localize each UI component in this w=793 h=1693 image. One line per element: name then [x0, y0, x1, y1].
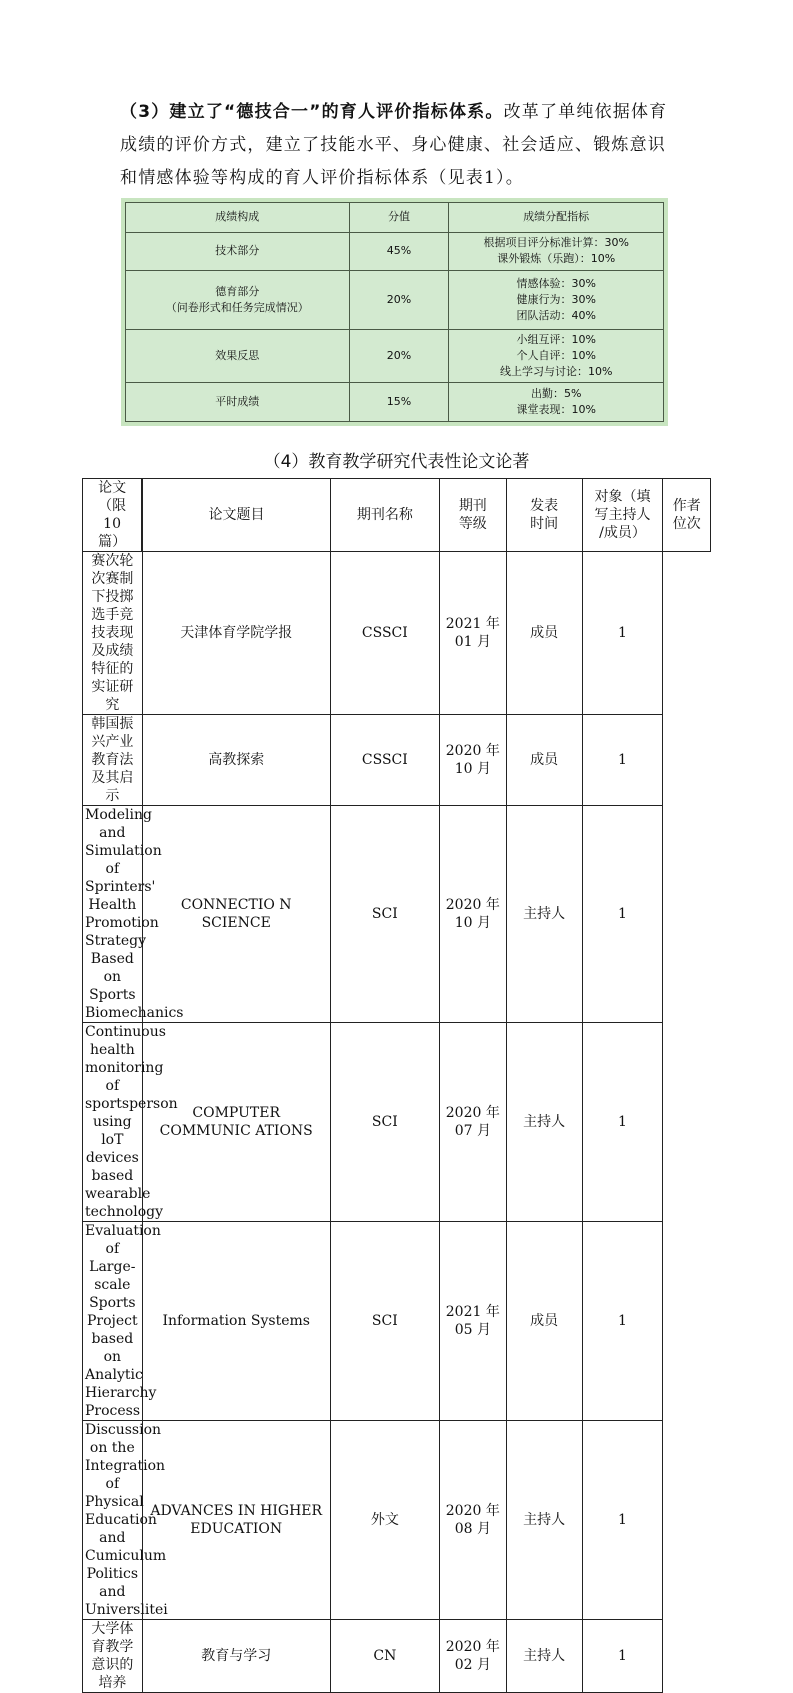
paper-journal: Information Systems: [142, 1222, 330, 1421]
paper-title: Evaluation of Large-scale Sports Project based on Analytic Hierarchy Process: [83, 1222, 143, 1421]
table-row: [83, 1421, 711, 1620]
table-row: [83, 1222, 711, 1421]
score-items: 情感体验：30% 健康行为：30% 团队活动：40%: [449, 271, 664, 330]
score-value: 45%: [349, 232, 449, 271]
table-row: [83, 1620, 711, 1693]
paper-date: 2020 年 07 月: [439, 1023, 506, 1222]
paper-rank: 1: [582, 806, 663, 1023]
score-part: 效果反思: [126, 330, 350, 383]
score-items: 小组互评：10% 个人自评：10% 线上学习与讨论：10%: [449, 330, 664, 383]
paper-title: Continuous health monitoring of sportsperson using loT devices based wearable technology: [83, 1023, 143, 1222]
paper-date: 2020 年 08 月: [439, 1421, 506, 1620]
papers-table-header: [83, 479, 711, 552]
paper-level: SCI: [330, 806, 439, 1023]
paper-date: 2021 年 01 月: [439, 552, 506, 715]
score-header-items: 成绩分配指标: [449, 203, 664, 233]
paper-date: 2021 年 05 月: [439, 1222, 506, 1421]
paper-title: 赛次轮次赛制下投掷选手竞技表现及成绩特征的实证研究: [83, 552, 143, 715]
header-journal: 期刊名称: [330, 479, 439, 552]
score-row: [126, 271, 664, 330]
paper-level: CSSCI: [330, 552, 439, 715]
section3-body: 改革了单纯依据体育成绩的评价方式，建立了技能水平、身心健康、社会适应、锻炼意识和情感体验等构成的育人评价指标体系（见表1）。: [120, 102, 668, 188]
score-row: [126, 383, 664, 422]
table-row: [83, 1023, 711, 1222]
score-header-part: 成绩构成: [126, 203, 350, 233]
paper-rank: 1: [582, 1023, 663, 1222]
header-title: 论文题目: [142, 479, 330, 552]
paper-journal: ADVANCES IN HIGHER EDUCATION: [142, 1421, 330, 1620]
score-row: [126, 330, 664, 383]
paper-date: 2020 年 10 月: [439, 806, 506, 1023]
paper-role: 主持人: [506, 806, 582, 1023]
paper-level: SCI: [330, 1222, 439, 1421]
paper-level: CN: [330, 1620, 439, 1693]
score-part: 平时成绩: [126, 383, 350, 422]
paper-title: Modeling and Simulation of Sprinters' Health Promotion Strategy Based on Sports Biomechanics: [83, 806, 143, 1023]
paper-title: 大学体育教学意识的培养: [83, 1620, 143, 1693]
header-date: 发表 时间: [506, 479, 582, 552]
section3-paragraph: [120, 96, 680, 195]
score-table: [121, 198, 668, 426]
paper-rank: 1: [582, 1222, 663, 1421]
table-row: [83, 552, 711, 715]
paper-rank: 1: [582, 552, 663, 715]
header-role: 对象（填 写主持人 /成员）: [582, 479, 663, 552]
score-table-header: [126, 203, 664, 233]
paper-rank: 1: [582, 1620, 663, 1693]
papers-category: 论文 （限 10 篇）: [83, 479, 143, 552]
paper-level: CSSCI: [330, 715, 439, 806]
paper-role: 主持人: [506, 1421, 582, 1620]
paper-date: 2020 年 02 月: [439, 1620, 506, 1693]
score-header-score: 分值: [349, 203, 449, 233]
score-value: 20%: [349, 271, 449, 330]
paper-date: 2020 年 10 月: [439, 715, 506, 806]
papers-table: [82, 478, 711, 1693]
table-row: [83, 806, 711, 1023]
paper-level: SCI: [330, 1023, 439, 1222]
score-part: 德育部分 （问卷形式和任务完成情况）: [126, 271, 350, 330]
header-level: 期刊 等级: [439, 479, 506, 552]
paper-journal: COMPUTER COMMUNIC ATIONS: [142, 1023, 330, 1222]
score-value: 15%: [349, 383, 449, 422]
paper-role: 主持人: [506, 1023, 582, 1222]
score-items: 出勤：5% 课堂表现：10%: [449, 383, 664, 422]
section4-heading: （4）教育教学研究代表性论文论著: [263, 452, 530, 472]
paper-title: 韩国振兴产业教育法及其启示: [83, 715, 143, 806]
paper-journal: 天津体育学院学报: [142, 552, 330, 715]
score-row: [126, 232, 664, 271]
paper-journal: 教育与学习: [142, 1620, 330, 1693]
paper-rank: 1: [582, 1421, 663, 1620]
section3-heading: （3）建立了“德技合一”的育人评价指标体系。: [120, 102, 504, 122]
score-items: 根据项目评分标准计算：30% 课外锻炼（乐跑）：10%: [449, 232, 664, 271]
table-row: [83, 715, 711, 806]
score-value: 20%: [349, 330, 449, 383]
score-part: 技术部分: [126, 232, 350, 271]
paper-role: 成员: [506, 552, 582, 715]
paper-rank: 1: [582, 715, 663, 806]
paper-level: 外文: [330, 1421, 439, 1620]
paper-journal: CONNECTIO N SCIENCE: [142, 806, 330, 1023]
paper-role: 成员: [506, 1222, 582, 1421]
paper-role: 成员: [506, 715, 582, 806]
paper-journal: 高教探索: [142, 715, 330, 806]
paper-title: Discussion on the Integration of Physical Education and Cumiculum Politics and Universlitei: [83, 1421, 143, 1620]
paper-role: 主持人: [506, 1620, 582, 1693]
header-rank: 作者 位次: [663, 479, 711, 552]
